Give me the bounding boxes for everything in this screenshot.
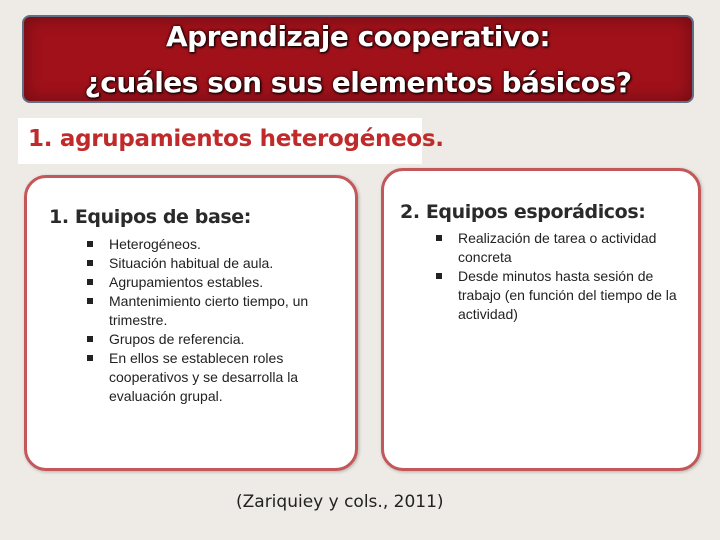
citation: (Zariquiey y cols., 2011) xyxy=(236,492,444,512)
bullet-square-icon xyxy=(436,235,442,241)
title-line-2: ¿cuáles son sus elementos básicos? xyxy=(84,66,632,99)
list-item-text: Agrupamientos estables. xyxy=(109,274,264,290)
bullet-square-icon xyxy=(87,279,93,285)
sporadic-teams-card xyxy=(381,168,701,471)
list-item xyxy=(436,267,688,324)
list-item-text: Heterogéneos. xyxy=(109,236,201,252)
subtitle-banner xyxy=(18,118,444,164)
list-item-text: Situación habitual de aula. xyxy=(109,255,274,271)
list-item xyxy=(436,229,688,267)
title-line-1: Aprendizaje cooperativo: xyxy=(165,20,551,53)
base-teams-heading: 1. Equipos de base: xyxy=(49,206,251,228)
list-item-text: Grupos de referencia. xyxy=(109,331,245,347)
sporadic-teams-list xyxy=(436,229,688,324)
list-item-text: En ellos se establecen roles cooperativos y se desarrolla la evaluación grupal. xyxy=(109,350,299,404)
subtitle-text: 1. agrupamientos heterogéneos. xyxy=(28,126,444,152)
bullet-square-icon xyxy=(87,298,93,304)
bullet-square-icon xyxy=(87,260,93,266)
list-item xyxy=(87,273,347,292)
bullet-square-icon xyxy=(87,355,93,361)
bullet-square-icon xyxy=(87,241,93,247)
list-item xyxy=(87,292,347,330)
list-item-text: Desde minutos hasta sesión de trabajo (en función del tiempo de la actividad) xyxy=(458,268,677,322)
sporadic-teams-heading: 2. Equipos esporádicos: xyxy=(400,201,646,223)
list-item xyxy=(87,254,347,273)
base-teams-list xyxy=(87,235,347,406)
list-item-text: Realización de tarea o actividad concreta xyxy=(458,230,657,265)
bullet-square-icon xyxy=(87,336,93,342)
base-teams-card xyxy=(24,175,358,471)
title-banner xyxy=(22,15,694,103)
list-item xyxy=(87,235,347,254)
list-item-text: Mantenimiento cierto tiempo, un trimestre. xyxy=(109,293,309,328)
bullet-square-icon xyxy=(436,273,442,279)
list-item xyxy=(87,349,347,406)
list-item xyxy=(87,330,347,349)
